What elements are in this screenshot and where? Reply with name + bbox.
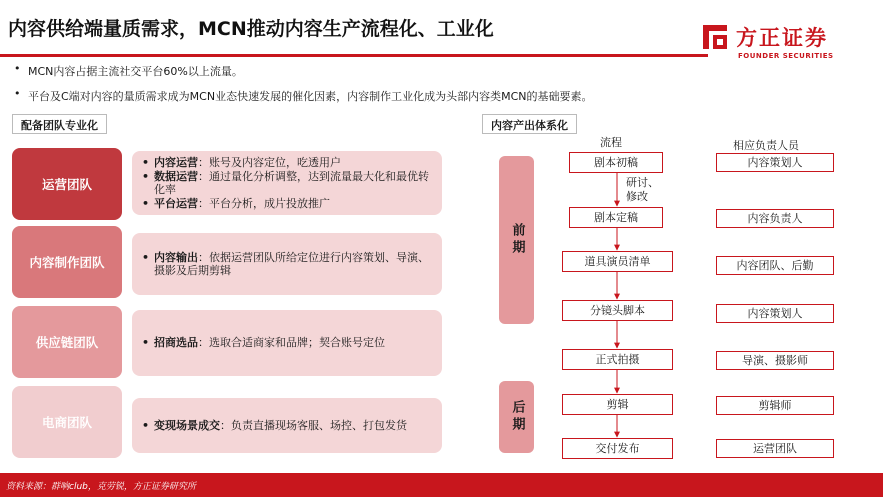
source-note: 资料来源：群响club，克劳锐，方正证券研究所: [6, 482, 196, 492]
team-name: 内容制作团队: [29, 255, 105, 270]
responsible-owner: 剪辑师: [716, 396, 834, 415]
responsible-owner: 内容策划人: [716, 304, 834, 323]
responsible-owner: 导演、摄影师: [716, 351, 834, 370]
description-item: [142, 419, 430, 433]
team-name: 运营团队: [41, 177, 92, 192]
team-box: [12, 226, 122, 298]
summary-bullets: [14, 63, 592, 113]
revise-note: 研讨、修改: [626, 176, 659, 203]
description-item: [142, 336, 430, 350]
content-section-label: 内容产出体系化: [482, 114, 577, 134]
team-name: 供应链团队: [35, 335, 99, 350]
description-key: 数据运营: [154, 169, 198, 183]
phase-early-label: 前期: [509, 223, 525, 257]
description-key: 平台运营: [154, 196, 198, 210]
responsible-owner: 运营团队: [716, 439, 834, 458]
description-key: 内容运营: [154, 156, 198, 169]
description-key: 变现场景成交: [154, 418, 220, 432]
flow-header: 流程: [600, 136, 622, 149]
phase-late: [499, 381, 534, 453]
responsible-owner: 内容团队、后勤: [716, 256, 834, 275]
description-item: [142, 156, 430, 170]
description-key: 内容输出: [154, 250, 198, 264]
description-text: ：依据运营团队所给定位进行内容策划、导演、摄影及后期剪辑: [154, 250, 429, 277]
company-logo: [700, 22, 876, 66]
logo-en-text: FOUNDER SECURITIES: [738, 52, 834, 60]
phase-late-label: 后期: [509, 400, 525, 434]
description-item: [142, 197, 430, 211]
flow-step: 分镜头脚本: [562, 300, 673, 321]
footer-bar: [0, 473, 883, 497]
description-item: [142, 170, 430, 197]
flow-step: 剧本初稿: [569, 152, 663, 173]
bullet-item: • 平台及C端对内容的量质需求成为MCN业态快速发展的催化因素，内容制作工业化成为头部内容类MCN的基础要素。: [14, 88, 592, 104]
description-item: [142, 251, 430, 278]
flow-step: 剧本定稿: [569, 207, 663, 228]
responsible-owner: 内容负责人: [716, 209, 834, 228]
description-text: ：选取合适商家和品牌；契合账号定位: [198, 336, 385, 350]
team-description: [132, 151, 442, 215]
team-description: [132, 398, 442, 453]
responsible-owner: 内容策划人: [716, 153, 834, 172]
team-box: [12, 148, 122, 220]
page-title: 内容供给端量质需求，MCN推动内容生产流程化、工业化: [8, 18, 494, 40]
team-box: [12, 386, 122, 458]
flow-step: 正式拍摄: [562, 349, 673, 370]
description-text: ：平台分析，成片投放推广: [198, 196, 330, 210]
flow-step: 剪辑: [562, 394, 673, 415]
team-description: [132, 233, 442, 295]
team-description: [132, 310, 442, 376]
description-text: ：通过量化分析调整，达到流量最大化和最优转化率: [154, 169, 429, 196]
logo-cn-text: 方正证券: [736, 26, 828, 50]
responsible-header: 相应负责人员: [733, 139, 799, 152]
team-name: 电商团队: [41, 415, 92, 430]
team-section-label: 配备团队专业化: [12, 114, 107, 134]
flow-step: 道具演员清单: [562, 251, 673, 272]
description-text: ：账号及内容定位，吃透用户: [198, 156, 341, 169]
title-underline: [0, 54, 708, 57]
bullet-item: • MCN内容占据主流社交平台60%以上流量。: [14, 63, 592, 79]
founder-logo-icon: [700, 22, 730, 52]
phase-early: [499, 156, 534, 324]
description-key: 招商选品: [154, 336, 198, 350]
flow-step: 交付发布: [562, 438, 673, 459]
team-box: [12, 306, 122, 378]
description-text: ：负责直播现场客服、场控、打包发货: [220, 418, 407, 432]
